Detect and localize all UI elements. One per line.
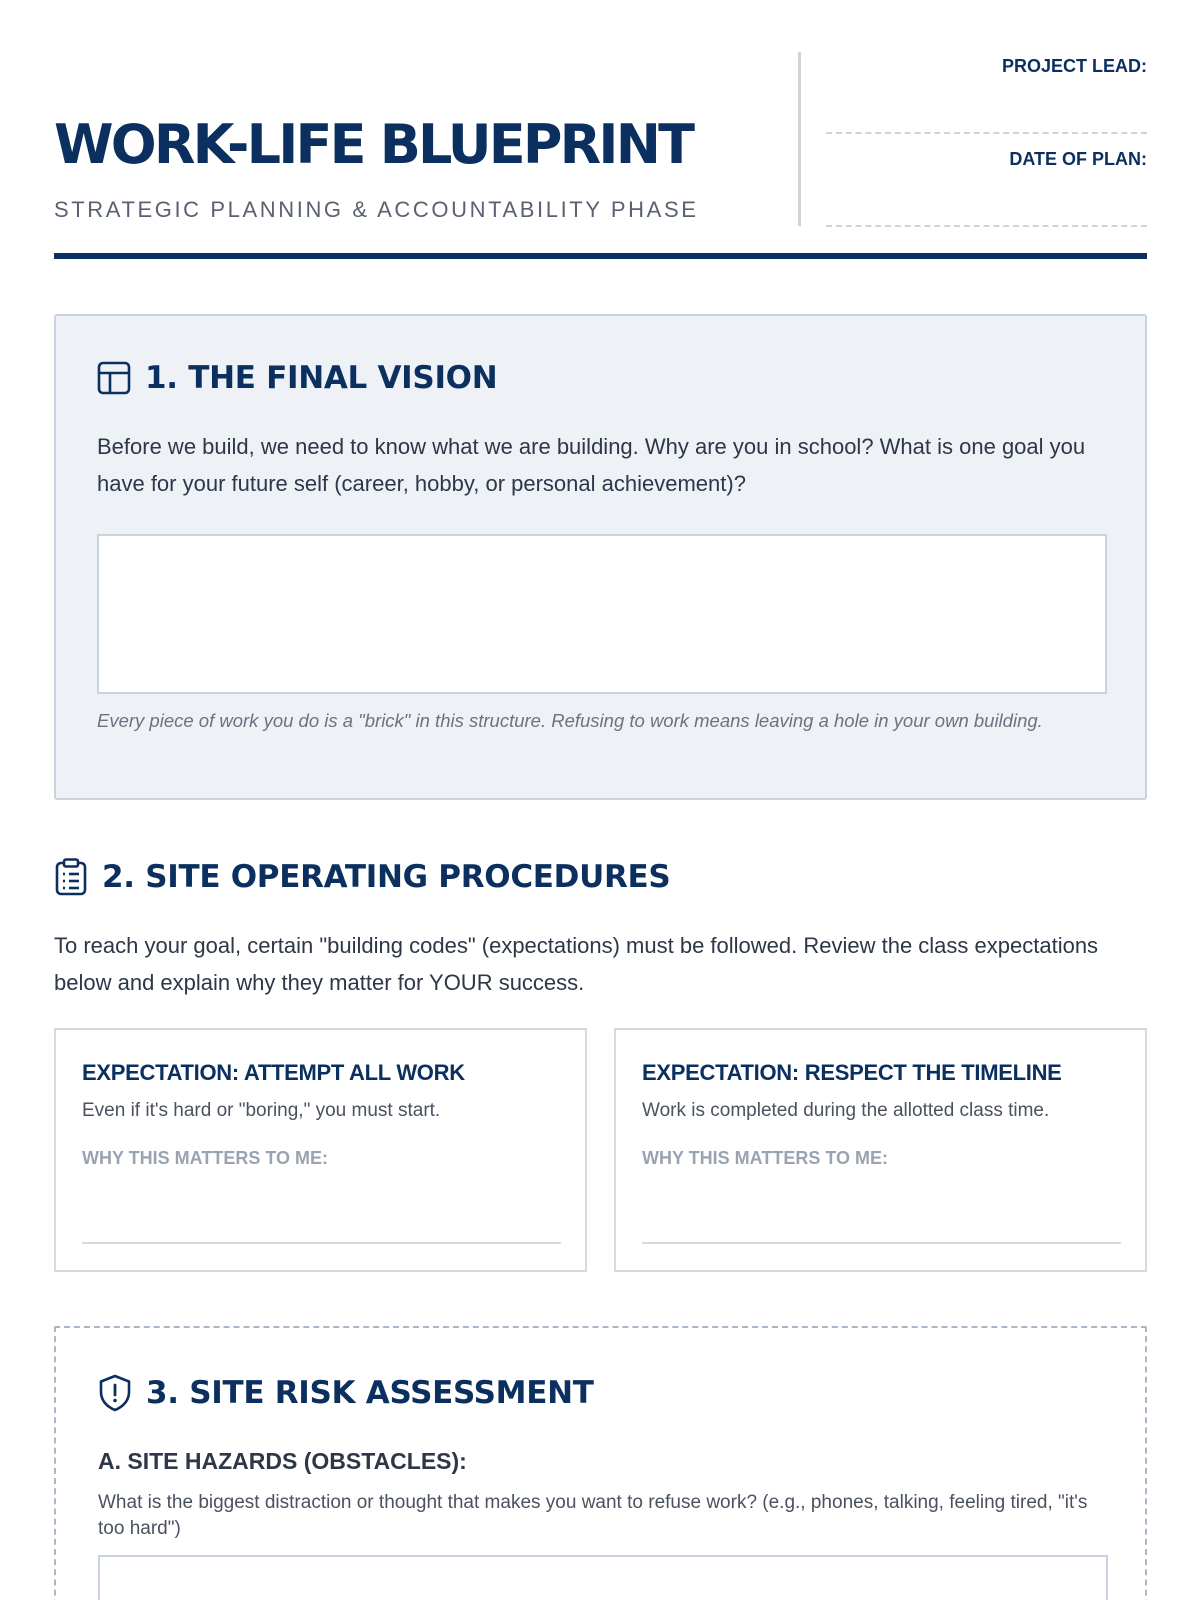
page-subtitle: STRATEGIC PLANNING & ACCOUNTABILITY PHASE [54, 197, 699, 222]
layout-icon [97, 361, 131, 395]
section-risk-assessment [54, 1326, 1147, 1600]
expectation-title: EXPECTATION: ATTEMPT ALL WORK [82, 1060, 465, 1085]
vision-prompt: Before we build, we need to know what we are building. Why are you in school? What is one goal you have for your future self (career, hobby, or personal achievement)? [97, 434, 1086, 496]
header-divider [798, 52, 801, 226]
vision-answer-box[interactable] [97, 534, 1107, 694]
section-title-text: 3. SITE RISK ASSESSMENT [146, 1375, 594, 1411]
page-title: WORK-LIFE BLUEPRINT [54, 113, 693, 176]
section-title-text: 1. THE FINAL VISION [145, 360, 498, 396]
clipboard-icon [54, 858, 88, 896]
date-of-plan-label: DATE OF PLAN: [1009, 149, 1147, 169]
project-lead-field[interactable] [826, 132, 1147, 134]
shield-alert-icon [98, 1374, 132, 1412]
site-hazards-answer-box[interactable] [98, 1555, 1108, 1600]
expectation-card [614, 1028, 1147, 1272]
why-matters-answer-line[interactable] [82, 1242, 561, 1244]
section-operating-procedures-title [54, 858, 670, 896]
section-title-text: 2. SITE OPERATING PROCEDURES [102, 859, 671, 895]
vision-note: Every piece of work you do is a "brick" in this structure. Refusing to work means leaving a hole in your own building. [97, 710, 1043, 731]
site-hazards-heading: A. SITE HAZARDS (OBSTACLES): [98, 1448, 467, 1474]
date-of-plan-field[interactable] [826, 225, 1147, 227]
expectation-description: Even if it's hard or "boring," you must start. [82, 1100, 441, 1121]
site-hazards-prompt: What is the biggest distraction or thought that makes you want to refuse work? (e.g., phones, talking, feeling tired, "it's too hard") [98, 1492, 1088, 1539]
header-rule [54, 253, 1147, 259]
expectation-card [54, 1028, 587, 1272]
worksheet-page [54, 0, 1147, 1600]
why-matters-label: WHY THIS MATTERS TO ME: [642, 1148, 888, 1168]
expectation-title: EXPECTATION: RESPECT THE TIMELINE [642, 1060, 1062, 1085]
why-matters-answer-line[interactable] [642, 1242, 1121, 1244]
why-matters-label: WHY THIS MATTERS TO ME: [82, 1148, 328, 1168]
section-final-vision [54, 314, 1147, 800]
section-title [97, 360, 497, 396]
procedures-intro: To reach your goal, certain "building codes" (expectations) must be followed. Review the class expectations below and explain why they matter for YOUR success. [54, 933, 1099, 995]
section-title [98, 1374, 594, 1412]
expectation-description: Work is completed during the allotted class time. [642, 1100, 1050, 1121]
project-lead-label: PROJECT LEAD: [1001, 56, 1147, 76]
header [54, 52, 1147, 228]
